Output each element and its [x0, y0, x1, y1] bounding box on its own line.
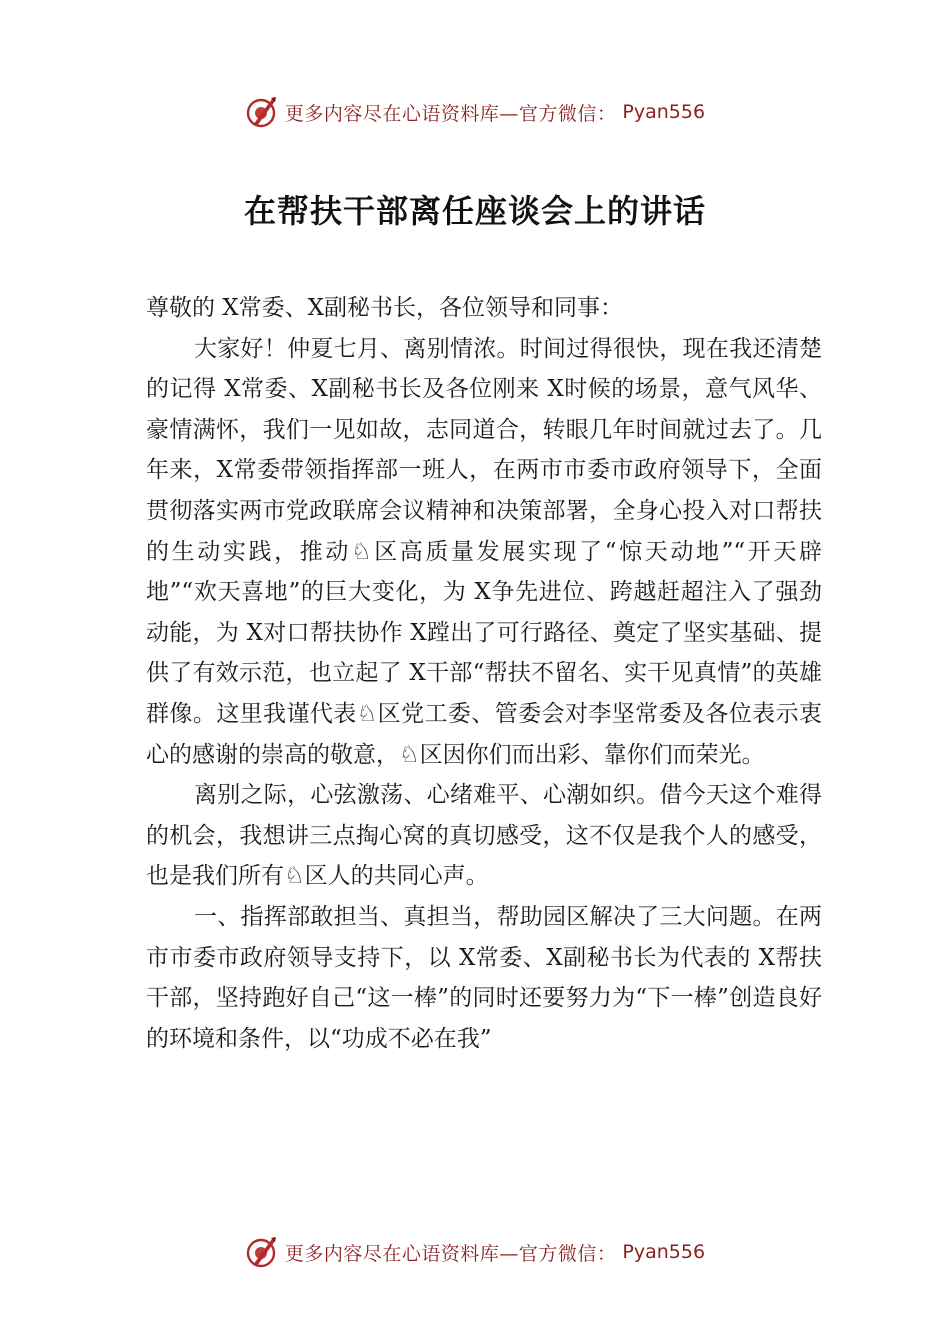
document-body [146, 288, 822, 1059]
watermark-text: 更多内容尽在心语资料库—官方微信： [284, 102, 617, 125]
watermark-wechat-id: Pyan556 [622, 1241, 706, 1263]
watermark-footer [0, 1232, 950, 1272]
quill-seal-logo-icon [245, 95, 279, 129]
watermark-text: 更多内容尽在心语资料库—官方微信： [284, 1242, 617, 1265]
document-title: 在帮扶干部离任座谈会上的讲话 [243, 192, 706, 230]
watermark-header [0, 92, 950, 132]
salutation: 尊敬的 X常委、X副秘书长，各位领导和同事： [146, 295, 624, 321]
paragraph-3: 一、指挥部敢担当、真担当，帮助园区解决了三大问题。在两市市委市政府领导支持下，以 X常委、X副秘书长为代表的 X帮扶干部，坚持跑好自己“这一棒”的同时还要努力为“下一棒”创造良好的环境和条件，以“功成不必在我” [146, 903, 822, 1052]
paragraph-1: 大家好！仲夏七月、离别情浓。时间过得很快，现在我还清楚的记得 X常委、X副秘书长及各位刚来 X时候的场景，意气风华、豪情满怀，我们一见如故，志同道合，转眼几年时间就过去了。几年来，X常委带领指挥部一班人，在两市市委市政府领导下，全面贯彻落实两市党政联席会议精神和决策部署，全身心投入对口帮扶的生动实践，推动♘区高质量发展实现了“惊天动地”“开天辟地”“欢天喜地”的巨大变化，为 X争先进位、跨越赶超注入了强劲动能，为 X对口帮扶协作 X蹚出了可行路径、奠定了坚实基础、提供了有效示范，也立起了 X干部“帮扶不留名、实干见真情”的英雄群像。这里我谨代表♘区党工委、管委会对李坚常委及各位表示衷心的感谢的崇高的敬意，♘区因你们而出彩、靠你们而荣光。 [146, 335, 822, 768]
watermark-wechat-id: Pyan556 [622, 101, 706, 123]
quill-seal-logo-icon [245, 1235, 279, 1269]
paragraph-2: 离别之际，心弦激荡、心绪难平、心潮如织。借今天这个难得的机会，我想讲三点掏心窝的真切感受，这不仅是我个人的感受，也是我们所有♘区人的共同心声。 [146, 782, 822, 890]
